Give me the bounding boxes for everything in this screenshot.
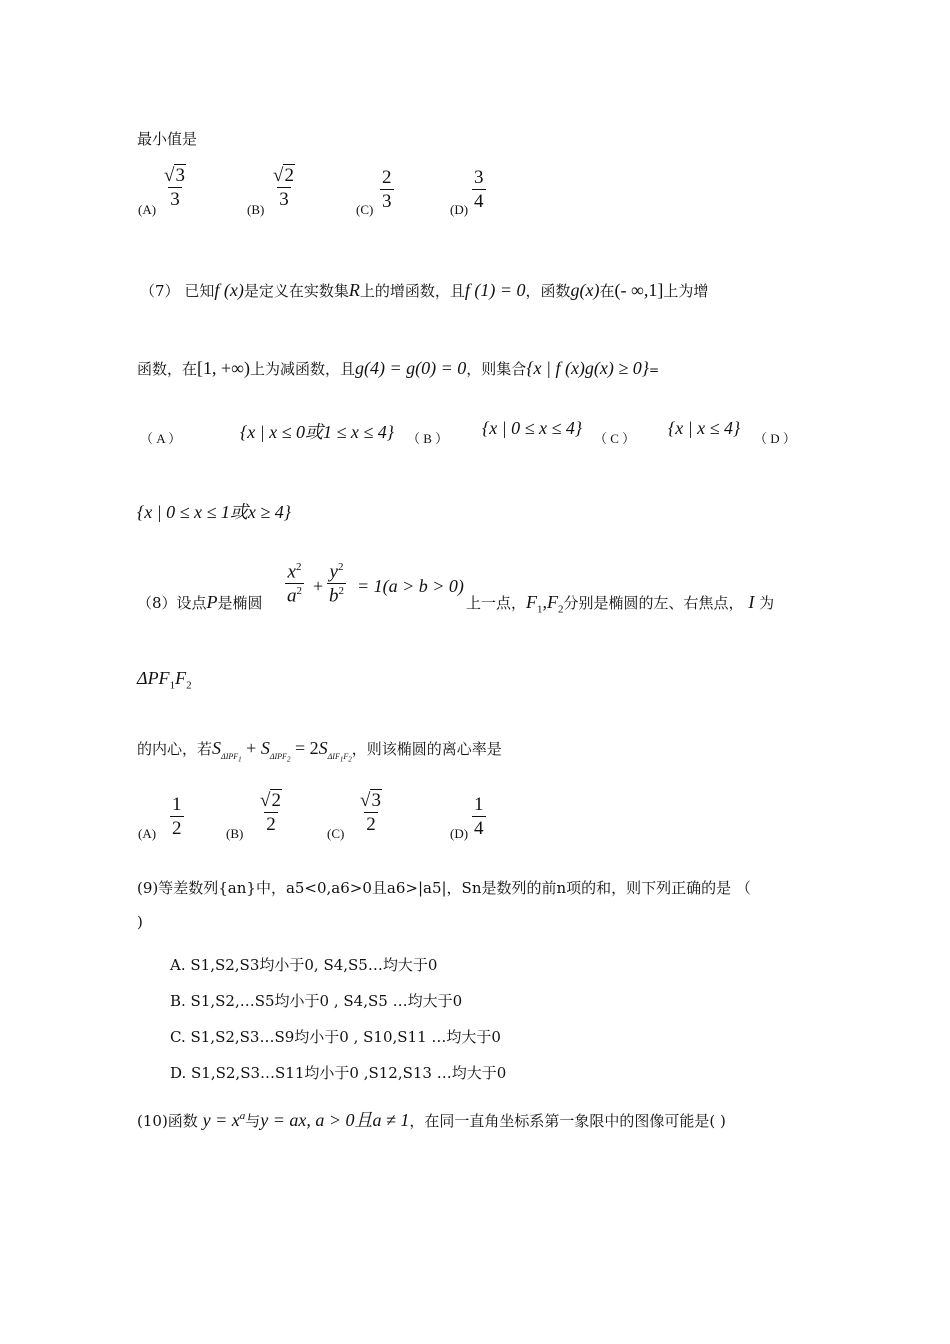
q8-F1: F xyxy=(526,592,538,612)
q6-text: 最小值是 xyxy=(137,130,198,148)
q8-S2-sub xyxy=(269,751,291,764)
q8-option-b-label: (B) xyxy=(226,826,244,841)
q8-a: a xyxy=(287,585,297,607)
q8-S1-sub xyxy=(221,751,242,764)
q8-line1 xyxy=(137,592,263,613)
q9-option-d: D. S1,S2,S3…S11均小于0 ,S12,S13 …均大于0 xyxy=(170,1064,507,1082)
q9-option-a: A. S1,S2,S3均小于0, S4,S5…均大于0 xyxy=(170,956,438,974)
q8-text-6: ，则该椭圆的离心率是 xyxy=(351,740,502,758)
q9-line1: (9)等差数列{an}中，a5<0,a6>0且a6>|a5|，Sn是数列的前n项的和，则下列正确的是 （ xyxy=(137,879,751,897)
q7-option-c-label: （ C ） xyxy=(594,431,636,446)
q7-option-c-set: {x | x ≤ 4} xyxy=(668,418,741,438)
q7-line2 xyxy=(137,358,659,379)
q8-a-num: 1 xyxy=(172,794,182,815)
q6-d-num: 3 xyxy=(474,167,484,188)
q8-tri-sub1: 1 xyxy=(169,679,176,692)
q6-option-b-label: (B) xyxy=(247,202,265,217)
q8-text-3: 分别是椭圆的左、右焦点， xyxy=(563,594,744,612)
q8-text-1: 是椭圆 xyxy=(217,594,263,612)
q8-option-c-fraction: $\frac{√3}{2}$ xyxy=(360,790,381,835)
q8-b-sq: 2 xyxy=(338,585,344,598)
q8-S3-sub-F: F xyxy=(343,751,349,761)
q8-S3-sub-index2: 2 xyxy=(348,755,352,764)
q8-S2-sub-index: 2 xyxy=(286,755,291,764)
q7-set: {x | f (x)g(x) ≥ 0} xyxy=(526,358,649,378)
q8-P: P xyxy=(206,592,218,612)
q6-option-b-fraction: $\frac{√2}{3}$ xyxy=(273,165,294,210)
q8-b: b xyxy=(329,585,339,607)
q8-F2-sub: 2 xyxy=(558,603,564,616)
q10-number: (10)函数 xyxy=(137,1112,198,1130)
q8-tri-label: ΔPF xyxy=(137,668,170,688)
q10-func1: y = x xyxy=(202,1110,240,1130)
q8-text-5: 的内心，若 xyxy=(137,740,213,758)
q6-option-c-fraction xyxy=(380,168,394,211)
q9-line2: ) xyxy=(137,913,143,931)
q7-fx: f (x) xyxy=(214,280,244,300)
q6-option-a-label: (A) xyxy=(138,202,157,217)
q7-gx: g(x) xyxy=(570,280,600,300)
q6-c-num: 2 xyxy=(382,167,392,188)
q8-option-d-fraction xyxy=(472,795,486,838)
q8-S2-sub-text: ΔIPF xyxy=(269,751,287,761)
q8-a-den: 2 xyxy=(172,818,182,839)
q8-comma: , xyxy=(542,592,548,612)
q8-b-den: 2 xyxy=(266,814,276,835)
q7-option-a-label: （ A ） xyxy=(140,431,182,446)
q9-option-c: C. S1,S2,S3…S9均小于0 , S10,S11 …均大于0 xyxy=(170,1028,501,1046)
q6-a-den: 3 xyxy=(170,189,180,210)
q6-b-radicand: 2 xyxy=(284,165,294,186)
q6-option-d-label: (D) xyxy=(450,202,469,217)
q7-option-b-label: （ B ） xyxy=(407,431,449,446)
q8-ellipse-rest: = 1(a > b > 0) xyxy=(357,576,464,596)
q8-y-sq: 2 xyxy=(337,561,344,573)
q7-R: R xyxy=(348,280,360,300)
q8-d-den: 4 xyxy=(474,818,484,839)
q7-text-1: 已知 xyxy=(184,282,215,300)
q8-option-d-label: (D) xyxy=(450,826,469,841)
q8-text-4: 为 xyxy=(759,594,775,612)
q6-b-den: 3 xyxy=(279,189,289,210)
q8-S1-sub-index: 1 xyxy=(238,755,242,764)
q10-and: 与 xyxy=(245,1112,261,1130)
q10-text-tail: ，在同一直角坐标系第一象限中的图像可能是( ) xyxy=(409,1112,726,1130)
q7-line1 xyxy=(140,280,708,301)
q8-line3 xyxy=(137,738,502,763)
q7-f1: f (1) = 0 xyxy=(464,280,526,300)
q8-option-b-fraction: $\frac{√2}{2}$ xyxy=(260,790,281,835)
q8-text-2: 上一点， xyxy=(466,594,527,612)
q7-option-b-set: {x | 0 ≤ x ≤ 4} xyxy=(482,418,583,438)
q8-eq2: = 2 xyxy=(294,738,319,758)
q8-x-sq: 2 xyxy=(295,561,302,573)
q10-exponent: a xyxy=(239,1110,246,1122)
q8-b-radicand: 2 xyxy=(271,790,281,811)
q7-text-2: 是定义在实数集 xyxy=(243,282,349,300)
q8-option-a-label: (A) xyxy=(138,826,157,841)
q8-S1: S xyxy=(212,738,222,758)
q6-option-a-fraction: $\frac{√3}{3}$ xyxy=(164,165,185,210)
q8-S2: S xyxy=(260,738,270,758)
q7-interval-2: [1, +∞) xyxy=(197,358,250,378)
q7-text-7: 函数，在 xyxy=(137,360,198,378)
q7-option-d-label: （ D ） xyxy=(754,431,796,446)
q10-func2: y = ax, a > 0且a ≠ 1 xyxy=(260,1110,410,1130)
q8-S3-sub xyxy=(327,751,352,764)
q8-a-sq: 2 xyxy=(296,585,302,598)
q8-F1-sub: 1 xyxy=(537,603,543,616)
q7-interval-1: (- ∞,1] xyxy=(614,280,664,300)
q8-tri-sub2: 2 xyxy=(186,679,192,692)
q7-equals: = xyxy=(648,363,660,377)
q6-a-radicand: 3 xyxy=(175,165,185,186)
q8-S3: S xyxy=(318,738,328,758)
q8-triangle xyxy=(137,668,192,692)
q7-text-6: 上为增 xyxy=(663,282,709,300)
q8-option-c-label: (C) xyxy=(327,826,345,841)
q8-tri-F2: F xyxy=(175,668,187,688)
q8-S3-sub-index1: 1 xyxy=(339,755,344,764)
q8-d-num: 1 xyxy=(474,794,484,815)
q7-g4: g(4) = g(0) = 0 xyxy=(355,358,467,378)
q7-option-d-set: {x | 0 ≤ x ≤ 1或x ≥ 4} xyxy=(137,502,291,522)
q8-S3-sub-text: ΔIF xyxy=(327,751,340,761)
q7-text-9: ，则集合 xyxy=(466,360,527,378)
q7-text-8: 上为减函数，且 xyxy=(250,360,356,378)
q8-ellipse-x-frac xyxy=(285,562,304,606)
q8-c-radicand: 3 xyxy=(371,790,381,811)
q10-line xyxy=(137,1106,726,1132)
q9-option-b: B. S1,S2,…S5均小于0 , S4,S5 …均大于0 xyxy=(170,992,463,1010)
q8-F2: F xyxy=(547,592,559,612)
q6-option-c-label: (C) xyxy=(356,202,374,217)
q8-number: （8）设点 xyxy=(137,594,207,612)
q6-c-den: 3 xyxy=(382,191,392,212)
q8-I: I xyxy=(748,592,755,612)
q8-line1-tail xyxy=(466,592,774,616)
q8-c-den: 2 xyxy=(366,814,376,835)
q8-S1-sub-text: ΔIPF xyxy=(221,751,239,761)
q8-option-a-fraction xyxy=(170,795,184,838)
q7-text-3: 上的增函数，且 xyxy=(359,282,465,300)
q8-x: x xyxy=(287,561,296,583)
q7-text-5: 在 xyxy=(599,282,615,300)
q6-option-d-fraction xyxy=(472,168,486,211)
q7-option-a-set: {x | x ≤ 0或1 ≤ x ≤ 4} xyxy=(240,422,394,442)
q7-number: （7） xyxy=(140,282,180,300)
q8-plus-2: + xyxy=(246,738,257,758)
q8-plus: + xyxy=(313,576,324,596)
q8-y: y xyxy=(329,561,338,583)
q6-d-den: 4 xyxy=(474,191,484,212)
q8-ellipse-y-frac xyxy=(327,562,346,606)
q7-text-4: ，函数 xyxy=(525,282,571,300)
